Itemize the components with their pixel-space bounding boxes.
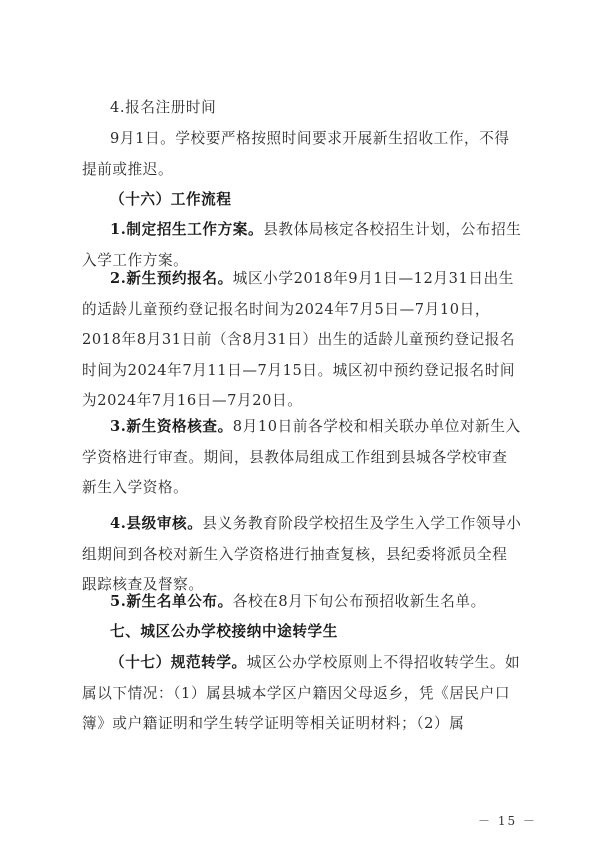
paragraph-lead: 七、城区公办学校接纳中途转学生 — [110, 623, 338, 640]
page-number: － 15 － — [478, 814, 537, 828]
paragraph-lead: 4.县级审核。 — [110, 515, 203, 532]
paragraph-step-reservation — [82, 264, 522, 417]
paragraph-text: 城区公办学校原则上不得招收转学生。如属以下情况：（1）属县城本学区户籍因父母返乡，凭《居民户口簿》或户籍证明和学生转学证明等相关证明材料；（2）属 — [82, 654, 521, 732]
chapter-heading-transfer-students — [82, 617, 522, 648]
paragraph-step-verification — [82, 412, 522, 504]
paragraph-lead: 1.制定招生工作方案。 — [110, 221, 264, 238]
section-heading-workflow — [82, 185, 522, 216]
paragraph-text: 城区小学2018年9月1日—12月31日出生的适龄儿童预约登记报名时间为2024年7月5日—7月10日，2018年8月31日前（含8月31日）出生的适龄儿童预约登记报名时间为2024年7月11日—7月15日。城区初中预约登记报名时间为2024年7月16日—7月20日。 — [82, 270, 516, 409]
paragraph-text: 9月1日。学校要严格按照时间要求开展新生招收工作，不得提前或推迟。 — [82, 130, 510, 178]
paragraph-lead: 4.报名注册时间 — [110, 99, 217, 116]
paragraph-lead: 2.新生预约报名。 — [110, 270, 233, 287]
paragraph-lead: （十六）工作流程 — [110, 191, 232, 208]
paragraph-transfer-rules — [82, 648, 522, 740]
paragraph-lead: 3.新生资格核查。 — [110, 418, 233, 435]
paragraph-text: 县义务教育阶段学校招生及学生入学工作领导小组期间到各校对新生入学资格进行抽查复核，县纪委将派员全程跟踪核查及督察。 — [82, 515, 522, 593]
paragraph-registration-date — [82, 124, 522, 185]
paragraph-lead: （十七）规范转学。 — [110, 654, 247, 671]
paragraph-text: 各校在8月下旬公布预招收新生名单。 — [232, 593, 486, 610]
paragraph-lead: 5.新生名单公布。 — [110, 593, 233, 610]
section-heading-registration-time — [82, 93, 522, 124]
paragraph-step-publish — [82, 587, 522, 618]
paragraph-text: 县教体局核定各校招生计划，公布招生入学工作方案。 — [82, 221, 522, 269]
paragraph-text: 8月10日前各学校和相关联办单位对新生入学资格进行审查。期间，县教体局组成工作组到县城各学校审查新生入学资格。 — [82, 418, 521, 496]
